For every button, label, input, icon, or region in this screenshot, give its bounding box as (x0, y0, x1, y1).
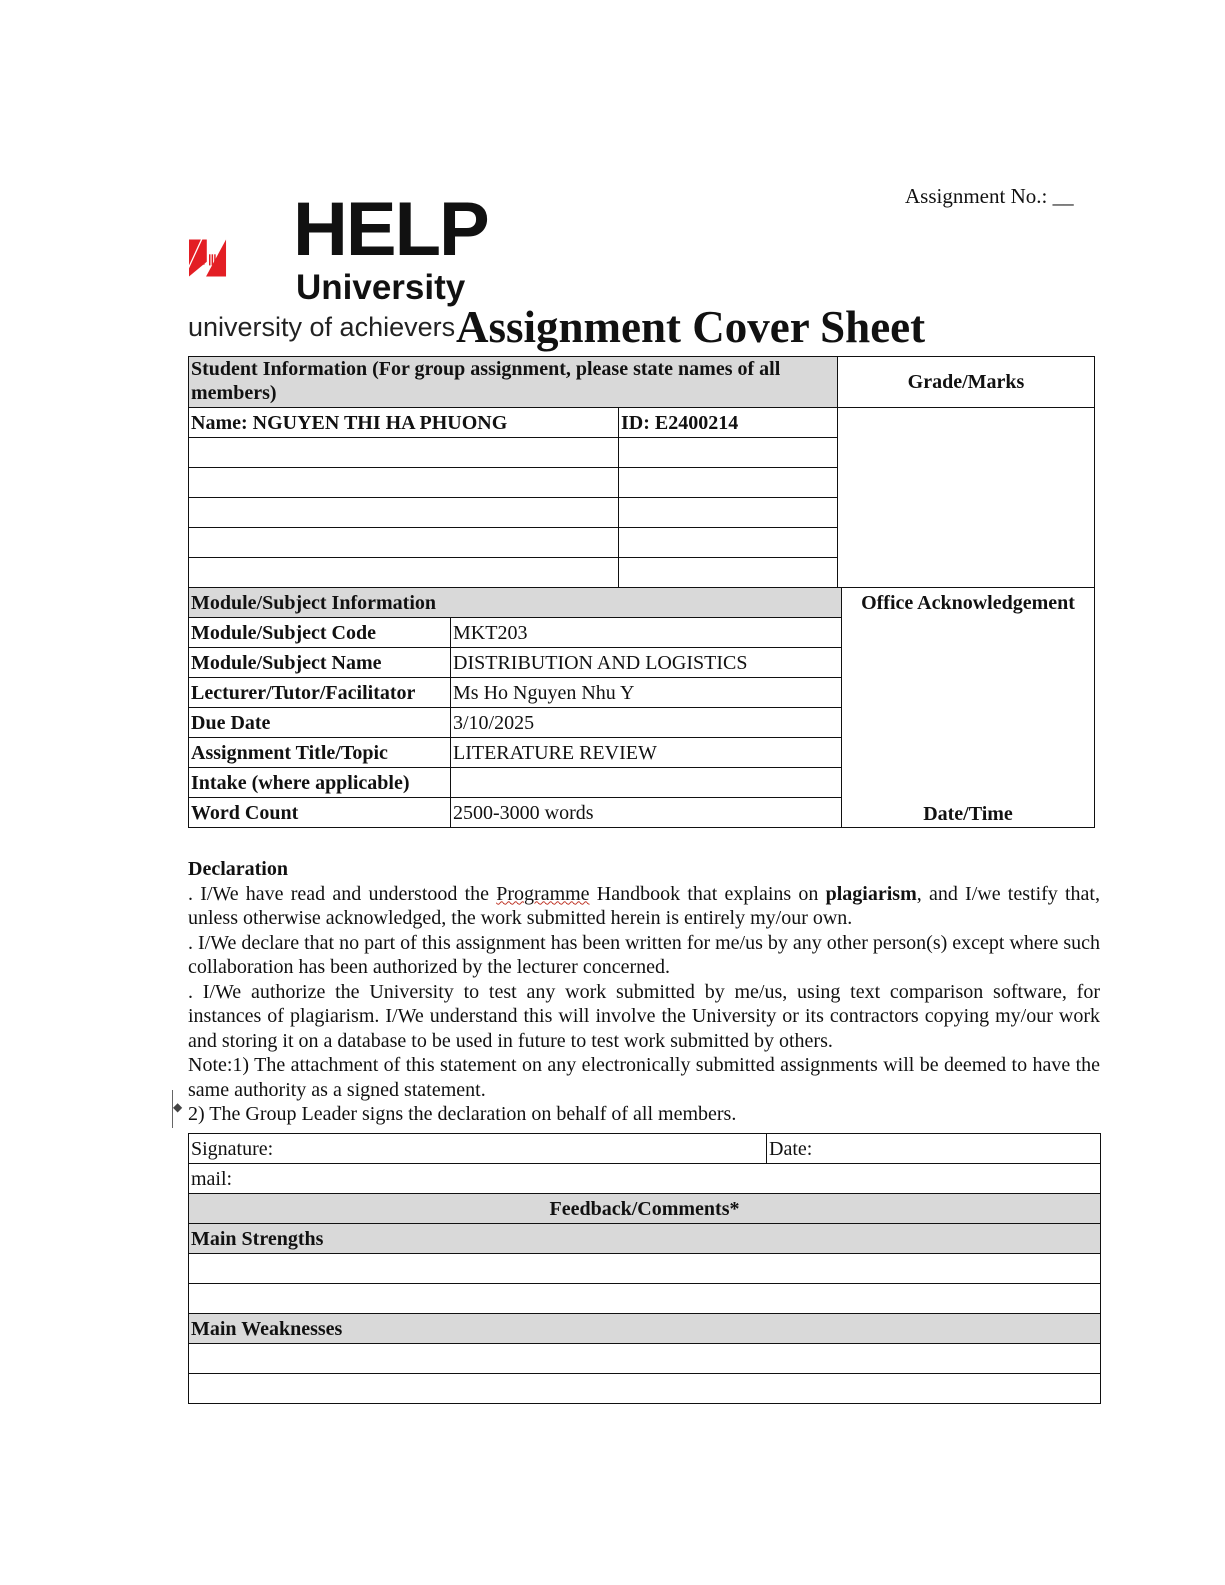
info-table (188, 356, 1095, 828)
module-row-label: Lecturer/Tutor/Facilitator (189, 678, 451, 708)
member-id-field[interactable] (619, 468, 838, 498)
module-row-label: Intake (where applicable) (189, 768, 451, 798)
weaknesses-field[interactable] (189, 1344, 1101, 1374)
member-name-field[interactable] (189, 558, 619, 588)
module-row-value[interactable]: 3/10/2025 (451, 708, 842, 738)
assignment-number: Assignment No.: __ (905, 184, 1074, 208)
declaration-heading: Declaration (188, 858, 288, 880)
declaration-text-bold: plagiarism (825, 882, 917, 905)
declaration-paragraph (188, 882, 1100, 931)
table-move-handle-icon[interactable]: ◆ (172, 1090, 183, 1128)
logo-brand: HELP (293, 187, 488, 272)
member-name-field[interactable] (189, 528, 619, 558)
logo-subbrand: University (296, 268, 466, 307)
mail-field[interactable]: mail: (189, 1164, 1101, 1194)
date-field[interactable]: Date: (767, 1134, 1101, 1164)
strengths-field[interactable] (189, 1284, 1101, 1314)
strengths-field[interactable] (189, 1254, 1101, 1284)
declaration-note: 2) The Group Leader signs the declaration on behalf of all members. (188, 1103, 737, 1125)
feedback-heading: Feedback/Comments* (189, 1194, 1101, 1224)
grade-box[interactable] (838, 408, 1095, 588)
main-strengths-heading: Main Strengths (189, 1224, 1101, 1254)
office-acknowledgement-heading: Office Acknowledgement (861, 592, 1075, 614)
date-time-label: Date/Time (923, 803, 1013, 825)
declaration-text: Handbook that explains on (589, 882, 826, 905)
module-row-value[interactable]: DISTRIBUTION AND LOGISTICS (451, 648, 842, 678)
declaration (188, 857, 1100, 1127)
module-row-label: Word Count (189, 798, 451, 828)
student-info-heading: Student Information (For group assignment, please state names of all members) (189, 357, 838, 408)
student-name: Name: NGUYEN THI HA PHUONG (189, 408, 619, 438)
signature-field[interactable]: Signature: (189, 1134, 767, 1164)
declaration-paragraph: . I/We authorize the University to test any work submitted by me/us, using text comparison software, for instances of plagiarism. I/We understand this will involve the University or its contractors copying my/our work and storing it on a database to be used in future to test work submitted by others. (188, 980, 1100, 1052)
member-id-field[interactable] (619, 558, 838, 588)
module-row-label: Assignment Title/Topic (189, 738, 451, 768)
module-row-value[interactable]: MKT203 (451, 618, 842, 648)
declaration-text: Programme (496, 882, 590, 905)
member-id-field[interactable] (619, 438, 838, 468)
member-name-field[interactable] (189, 438, 619, 468)
module-row-value[interactable] (451, 768, 842, 798)
declaration-note: Note:1) The attachment of this statement on any electronically submitted assignments will be deemed to have the same authority as a signed statement. (188, 1054, 1100, 1101)
module-row-label: Module/Subject Code (189, 618, 451, 648)
declaration-text: , and I/we testify that, unless otherwise acknowledged, the work submitted herein is entirely my/our own. (188, 882, 1100, 929)
module-info-heading: Module/Subject Information (189, 588, 842, 618)
signoff-table (188, 1133, 1101, 1404)
page-title: Assignment Cover Sheet (456, 302, 926, 352)
module-row-value[interactable]: 2500-3000 words (451, 798, 842, 828)
member-id-field[interactable] (619, 528, 838, 558)
module-row-label: Due Date (189, 708, 451, 738)
module-row-value[interactable]: Ms Ho Nguyen Nhu Y (451, 678, 842, 708)
declaration-text: . I/We have read and understood the (188, 882, 497, 905)
weaknesses-field[interactable] (189, 1374, 1101, 1404)
main-weaknesses-heading: Main Weaknesses (189, 1314, 1101, 1344)
grade-marks-heading: Grade/Marks (838, 357, 1095, 408)
module-row-value[interactable]: LITERATURE REVIEW (451, 738, 842, 768)
member-id-field[interactable] (619, 498, 838, 528)
help-logo-mark-icon (189, 208, 289, 308)
member-name-field[interactable] (189, 498, 619, 528)
logo-tagline: university of achievers (188, 312, 456, 342)
office-acknowledgement-box (842, 588, 1095, 828)
module-row-label: Module/Subject Name (189, 648, 451, 678)
declaration-paragraph: . I/We declare that no part of this assignment has been written for me/us by any other person(s) except where such collaboration has been authorized by the lecturer concerned. (188, 931, 1100, 978)
member-name-field[interactable] (189, 468, 619, 498)
student-id: ID: E2400214 (619, 408, 838, 438)
